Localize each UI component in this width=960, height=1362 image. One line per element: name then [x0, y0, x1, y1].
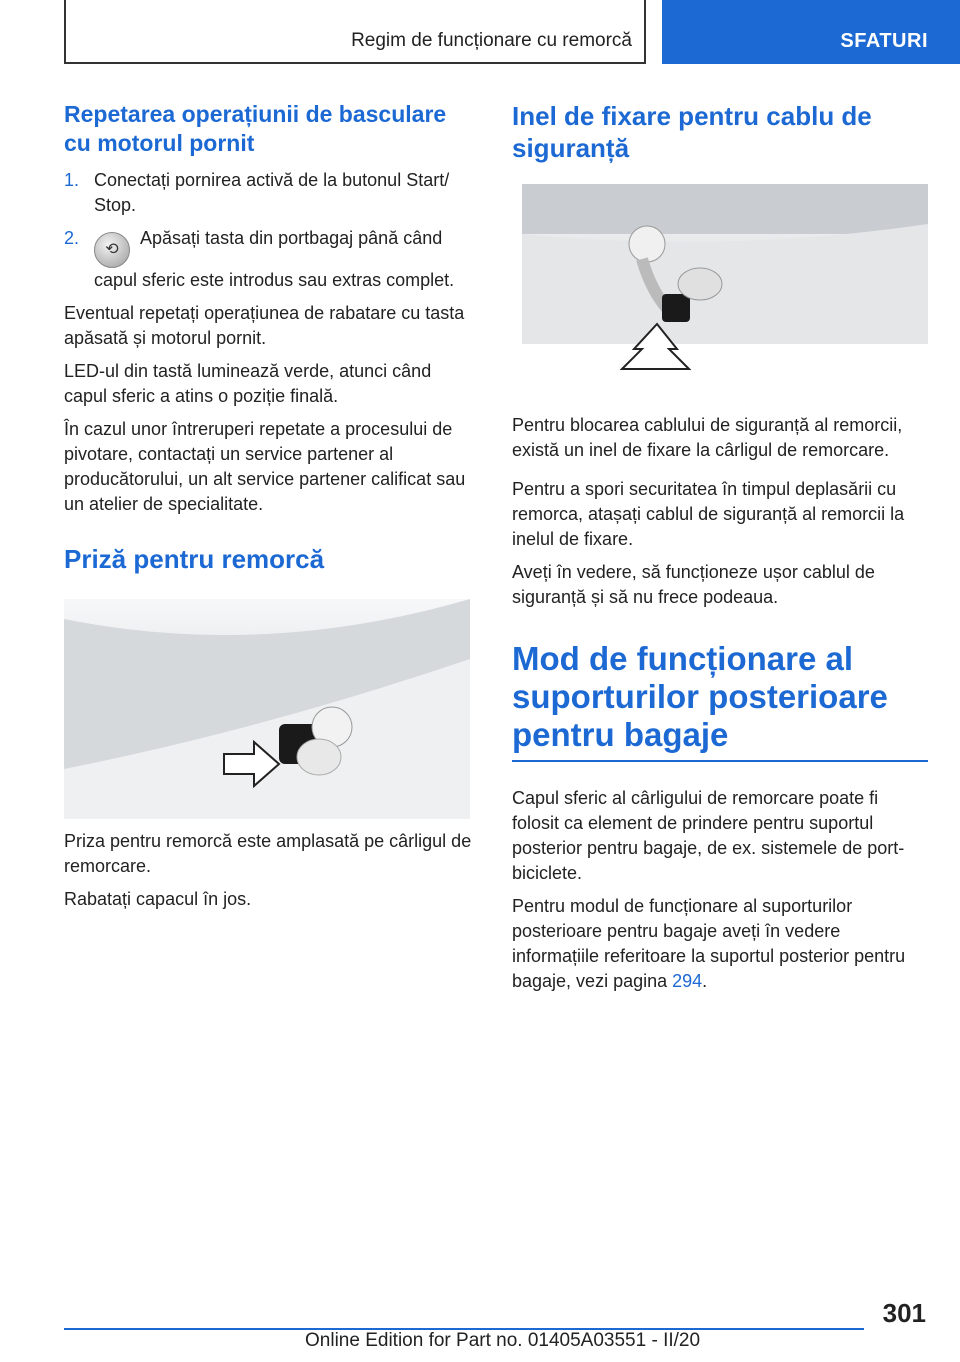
- paragraph-led: LED-ul din tastă luminează verde, atunci când capul sferic a atins o poziție finală.: [64, 361, 432, 406]
- footer-edition: Online Edition for Part no. 01405A03551 - II/20: [305, 1330, 701, 1351]
- right-column: [512, 100, 928, 1002]
- title-underline: [512, 760, 928, 762]
- section-title-socket: Priză pentru remorcă: [64, 544, 325, 574]
- steps-list: [64, 168, 476, 293]
- paragraph-socket-location: Priza pentru remorcă este amplasată pe cârligul de remorcare.: [64, 831, 472, 876]
- tailgate-button-icon: ⟲: [94, 232, 130, 268]
- paragraph-attach-cable: Pentru a spori securitatea în timpul deplasării cu remorca, atașați cablul de siguranță al remorcii la inelul de fixare.: [512, 479, 905, 549]
- see-page-text: Pentru modul de funcționare al suporturilor posterioare pentru bagaje aveți în vedere informațiile referitoare la suportul posterior pentru bagaje, vezi pagina: [512, 896, 906, 991]
- page-number: 301: [882, 1298, 926, 1328]
- header-box: [64, 0, 646, 64]
- page-link-294[interactable]: 294: [672, 971, 703, 991]
- see-page-suffix: .: [702, 971, 708, 991]
- paragraph-service: În cazul unor întreruperi repetate a procesului de pivotare, contactați un service partener al producătorului, un alt service partener calificat sau un atelier de specialitate.: [64, 419, 466, 514]
- header-tab-label: SFATURI: [840, 30, 928, 52]
- step-2: [64, 226, 476, 293]
- section-title-tilt-repeat: Repetarea operațiunii de basculare cu motorul pornit: [64, 101, 447, 156]
- header-tab[interactable]: [662, 0, 960, 64]
- paragraph-see-page: [512, 894, 928, 994]
- step-1-number: 1.: [64, 170, 80, 190]
- paragraph-repeat: Eventual repetați operațiunea de rabatare cu tasta apăsată și motorul pornit.: [64, 303, 465, 348]
- step-2-number: 2.: [64, 228, 80, 248]
- step-2-text: Apăsați tasta din portbagaj până când capul sferic este introdus sau extras complet.: [94, 228, 455, 290]
- step-1-text: Conectați pornirea activă de la butonul Start/ Stop.: [94, 170, 450, 215]
- paragraph-ball-head: Capul sferic al cârligului de remorcare poate fi folosit ca element de prindere pentru suportul posterior pentru bagaje, de ex. sistemele de port-biciclete.: [512, 788, 905, 883]
- paragraph-cable-free: Aveți în vedere, să funcționeze ușor cablul de siguranță și să nu frece podeaua.: [512, 562, 875, 607]
- paragraph-fold-cover: Rabatați capacul în jos.: [64, 889, 252, 909]
- trailer-socket-illustration: [64, 599, 470, 819]
- paragraph-ring-purpose: Pentru blocarea cablului de siguranță al remorcii, există un inel de fixare la cârligul de remorcare.: [512, 415, 903, 460]
- step-1: [64, 168, 476, 218]
- safety-ring-illustration: [522, 184, 928, 379]
- header-title: Regim de funcționare cu remorcă: [351, 30, 632, 51]
- left-column: [64, 100, 476, 920]
- section-title-rear-carrier: Mod de funcționare al suporturilor posterioare pentru bagaje: [512, 640, 888, 753]
- section-title-safety-ring: Inel de fixare pentru cablu de siguranță: [512, 101, 872, 163]
